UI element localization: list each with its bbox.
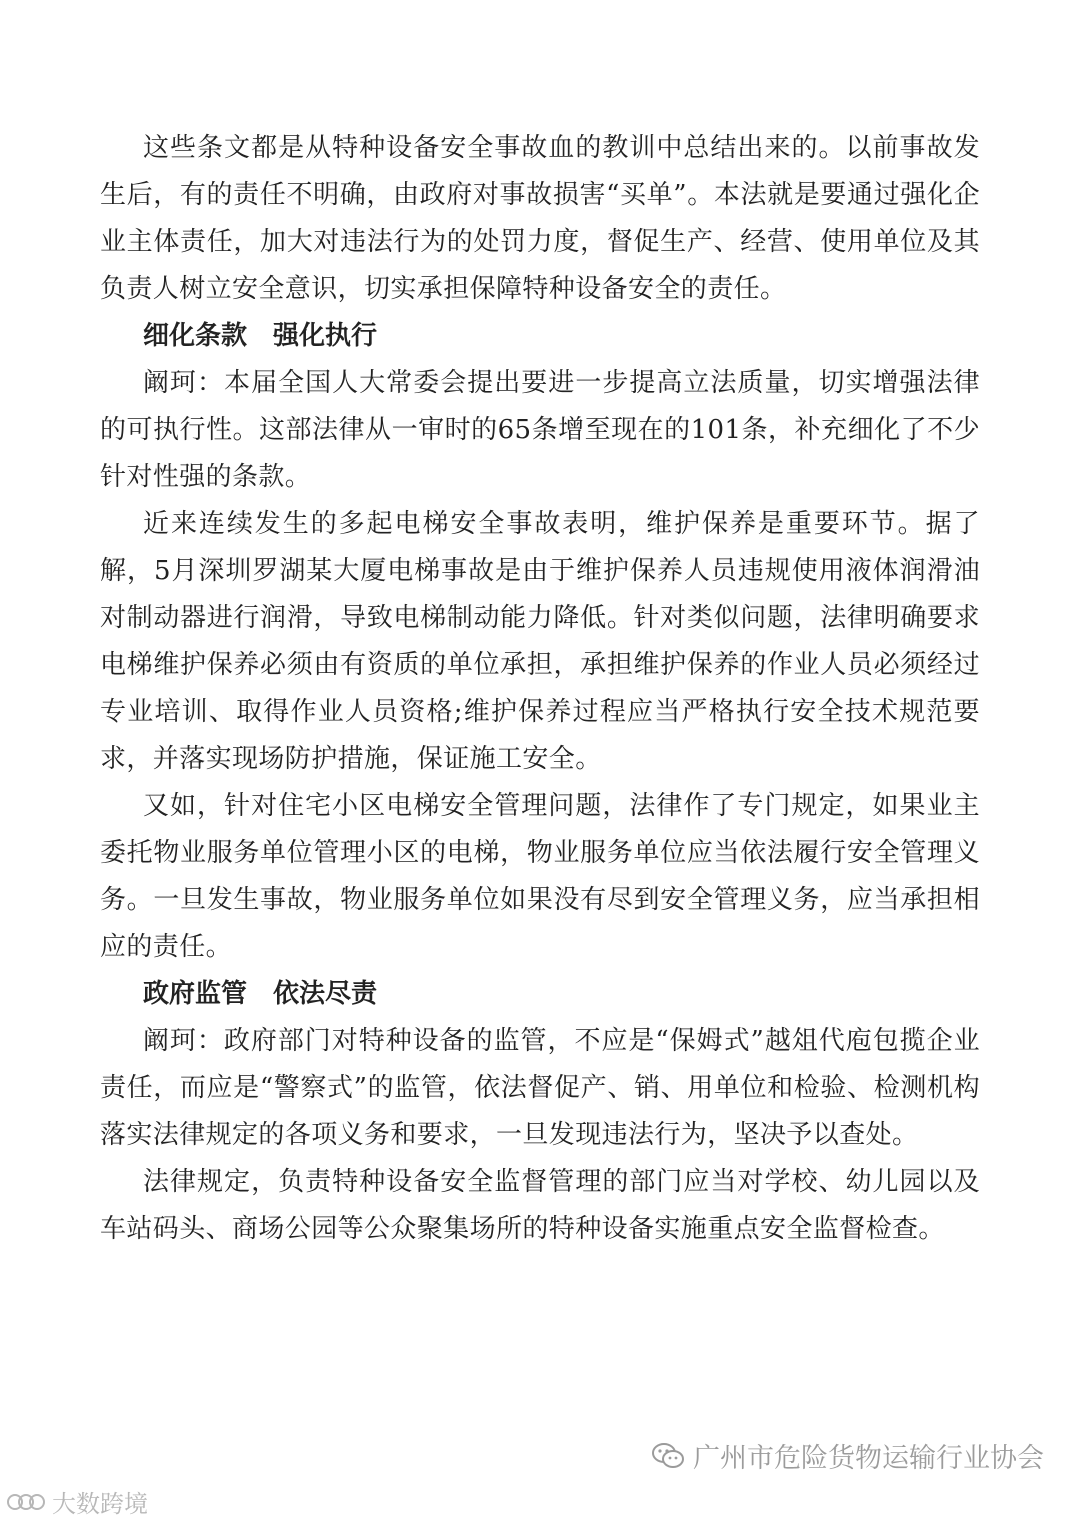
article-body xyxy=(100,125,980,1253)
section-heading-government: 政府监管 依法尽责 xyxy=(143,979,378,1009)
paragraph-intro: 这些条文都是从特种设备安全事故血的教训中总结出来的。以前事故发生后，有的责任不明确，由政府对事故损害“买单”。本法就是要通过强化企业主体责任，加大对违法行为的处罚力度，督促生产、经营、使用单位及其负责人树立安全意识，切实承担保障特种设备安全的责任。 xyxy=(100,133,980,304)
paragraph-elevator-maintenance: 近来连续发生的多起电梯安全事故表明，维护保养是重要环节。据了解，5月深圳罗湖某大厦电梯事故是由于维护保养人员违规使用液体润滑油对制动器进行润滑，导致电梯制动能力降低。针对类似问题，法律明确要求电梯维护保养必须由有资质的单位承担，承担维护保养的作业人员必须经过专业培训、取得作业人员资格;维护保养过程应当严格执行安全技术规范要求，并落实现场防护措施，保证施工安全。 xyxy=(100,509,980,774)
watermark-brand xyxy=(6,1484,148,1519)
paragraph-supervision: 阚珂：政府部门对特种设备的监管，不应是“保姆式”越俎代庖包揽企业责任，而应是“警察式”的监管，依法督促产、销、用单位和检验、检测机构落实法律规定的各项义务和要求，一旦发现违法行为，坚决予以查处。 xyxy=(100,1026,980,1150)
paragraph-public-places: 法律规定，负责特种设备安全监督管理的部门应当对学校、幼儿园以及车站码头、商场公园等公众聚集场所的特种设备实施重点安全监督检查。 xyxy=(100,1167,980,1244)
watermark-association xyxy=(651,1436,1044,1475)
section-heading-refine: 细化条款 强化执行 xyxy=(143,321,378,351)
watermark-brand-text: 大数跨境 xyxy=(52,1490,148,1518)
paragraph-quality: 阚珂：本届全国人大常委会提出要进一步提高立法质量，切实增强法律的可执行性。这部法律从一审时的65条增至现在的101条，补充细化了不少针对性强的条款。 xyxy=(100,368,980,492)
watermark-association-text: 广州市危险货物运输行业协会 xyxy=(693,1443,1044,1474)
wechat-icon xyxy=(651,1442,685,1470)
logo-icon xyxy=(6,1489,46,1515)
paragraph-residential: 又如，针对住宅小区电梯安全管理问题，法律作了专门规定，如果业主委托物业服务单位管理小区的电梯，物业服务单位应当依法履行安全管理义务。一旦发生事故，物业服务单位如果没有尽到安全管理义务，应当承担相应的责任。 xyxy=(100,791,980,962)
